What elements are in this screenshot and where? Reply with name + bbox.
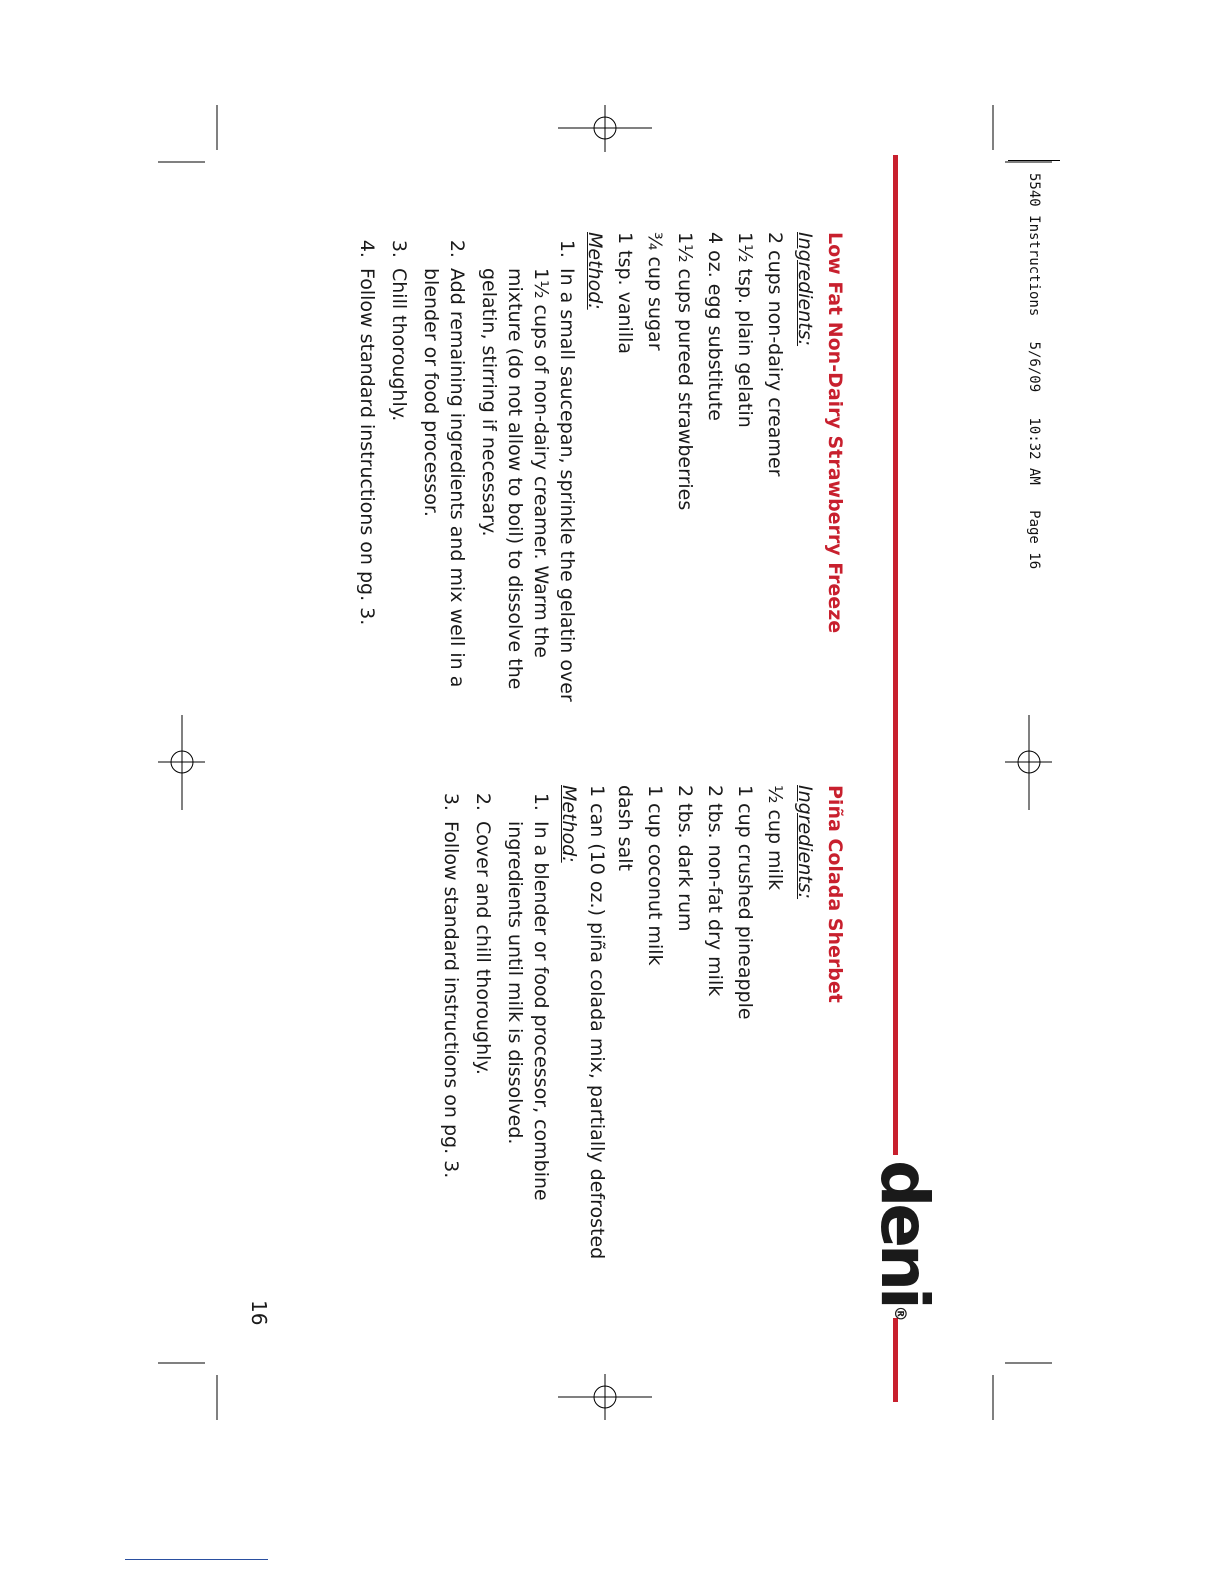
ingredient-item: ½ cup milk (764, 785, 786, 891)
method-heading: Method: (584, 232, 606, 310)
ingredient-item: 2 cups non-dairy creamer (764, 232, 786, 477)
logo-text: deni (866, 1160, 943, 1306)
red-rule-bottom (893, 1318, 898, 1402)
registered-mark: ® (891, 1305, 911, 1322)
method-step: 3. Chill thoroughly. (386, 264, 412, 732)
ingredient-item: 1 tsp. vanilla (614, 232, 636, 355)
ingredient-item: 1½ tsp. plain gelatin (734, 232, 756, 428)
ingredient-item: 1 can (10 oz.) piña colada mix, partially defrosted (586, 785, 608, 1260)
recipe-strawberry-freeze (356, 232, 850, 732)
recipe-pina-colada-sherbet (410, 785, 850, 1295)
method-step: 2. Add remaining ingredients and mix well in a blender or food processor. (418, 264, 470, 732)
ingredient-item: 1 cup crushed pineapple (734, 785, 756, 1020)
red-rule-top (893, 155, 898, 1155)
ingredient-item: ¾ cup sugar (644, 232, 666, 351)
method-step: 1. In a small saucepan, sprinkle the gelatin over 1½ cups of non-dairy creamer. Warm the mixture (do not allow to boil) to dissolve the gelatin, stirring if necessary. (476, 264, 580, 732)
method-step: 4. Follow standard instructions on pg. 3. (354, 264, 380, 732)
ingredients-heading: Ingredients: (794, 785, 816, 900)
page-number-text: 16 (247, 1300, 271, 1326)
method-list (354, 232, 580, 732)
recipe-title: Low Fat Non-Dairy Strawberry Freeze (824, 232, 846, 634)
method-heading: Method: (558, 785, 580, 863)
ingredient-item: 1 cup coconut milk (644, 785, 666, 966)
ingredient-item: 1½ cups pureed strawberries (674, 232, 696, 511)
deni-logo (866, 1160, 943, 1330)
ingredients-heading: Ingredients: (794, 232, 816, 347)
method-list (438, 785, 554, 1295)
method-step: 1. In a blender or food processor, combine ingredients until milk is dissolved. (502, 817, 554, 1295)
method-step: 3. Follow standard instructions on pg. 3. (438, 817, 464, 1295)
printer-slug (1008, 160, 1060, 630)
page-number (244, 1300, 274, 1340)
slug-text: 5540 Instructions 5/6/09 10:32 AM Page 16 (1008, 160, 1060, 630)
ingredient-item: 4 oz. egg substitute (704, 232, 726, 421)
ingredient-item: 2 tbs. dark rum (674, 785, 696, 932)
method-step: 2. Cover and chill thoroughly. (470, 817, 496, 1295)
ingredient-item: 2 tbs. non-fat dry milk (704, 785, 726, 997)
recipe-title: Piña Colada Sherbet (824, 785, 846, 1003)
ingredient-item: dash salt (614, 785, 636, 871)
bottom-blue-line (125, 1559, 268, 1560)
